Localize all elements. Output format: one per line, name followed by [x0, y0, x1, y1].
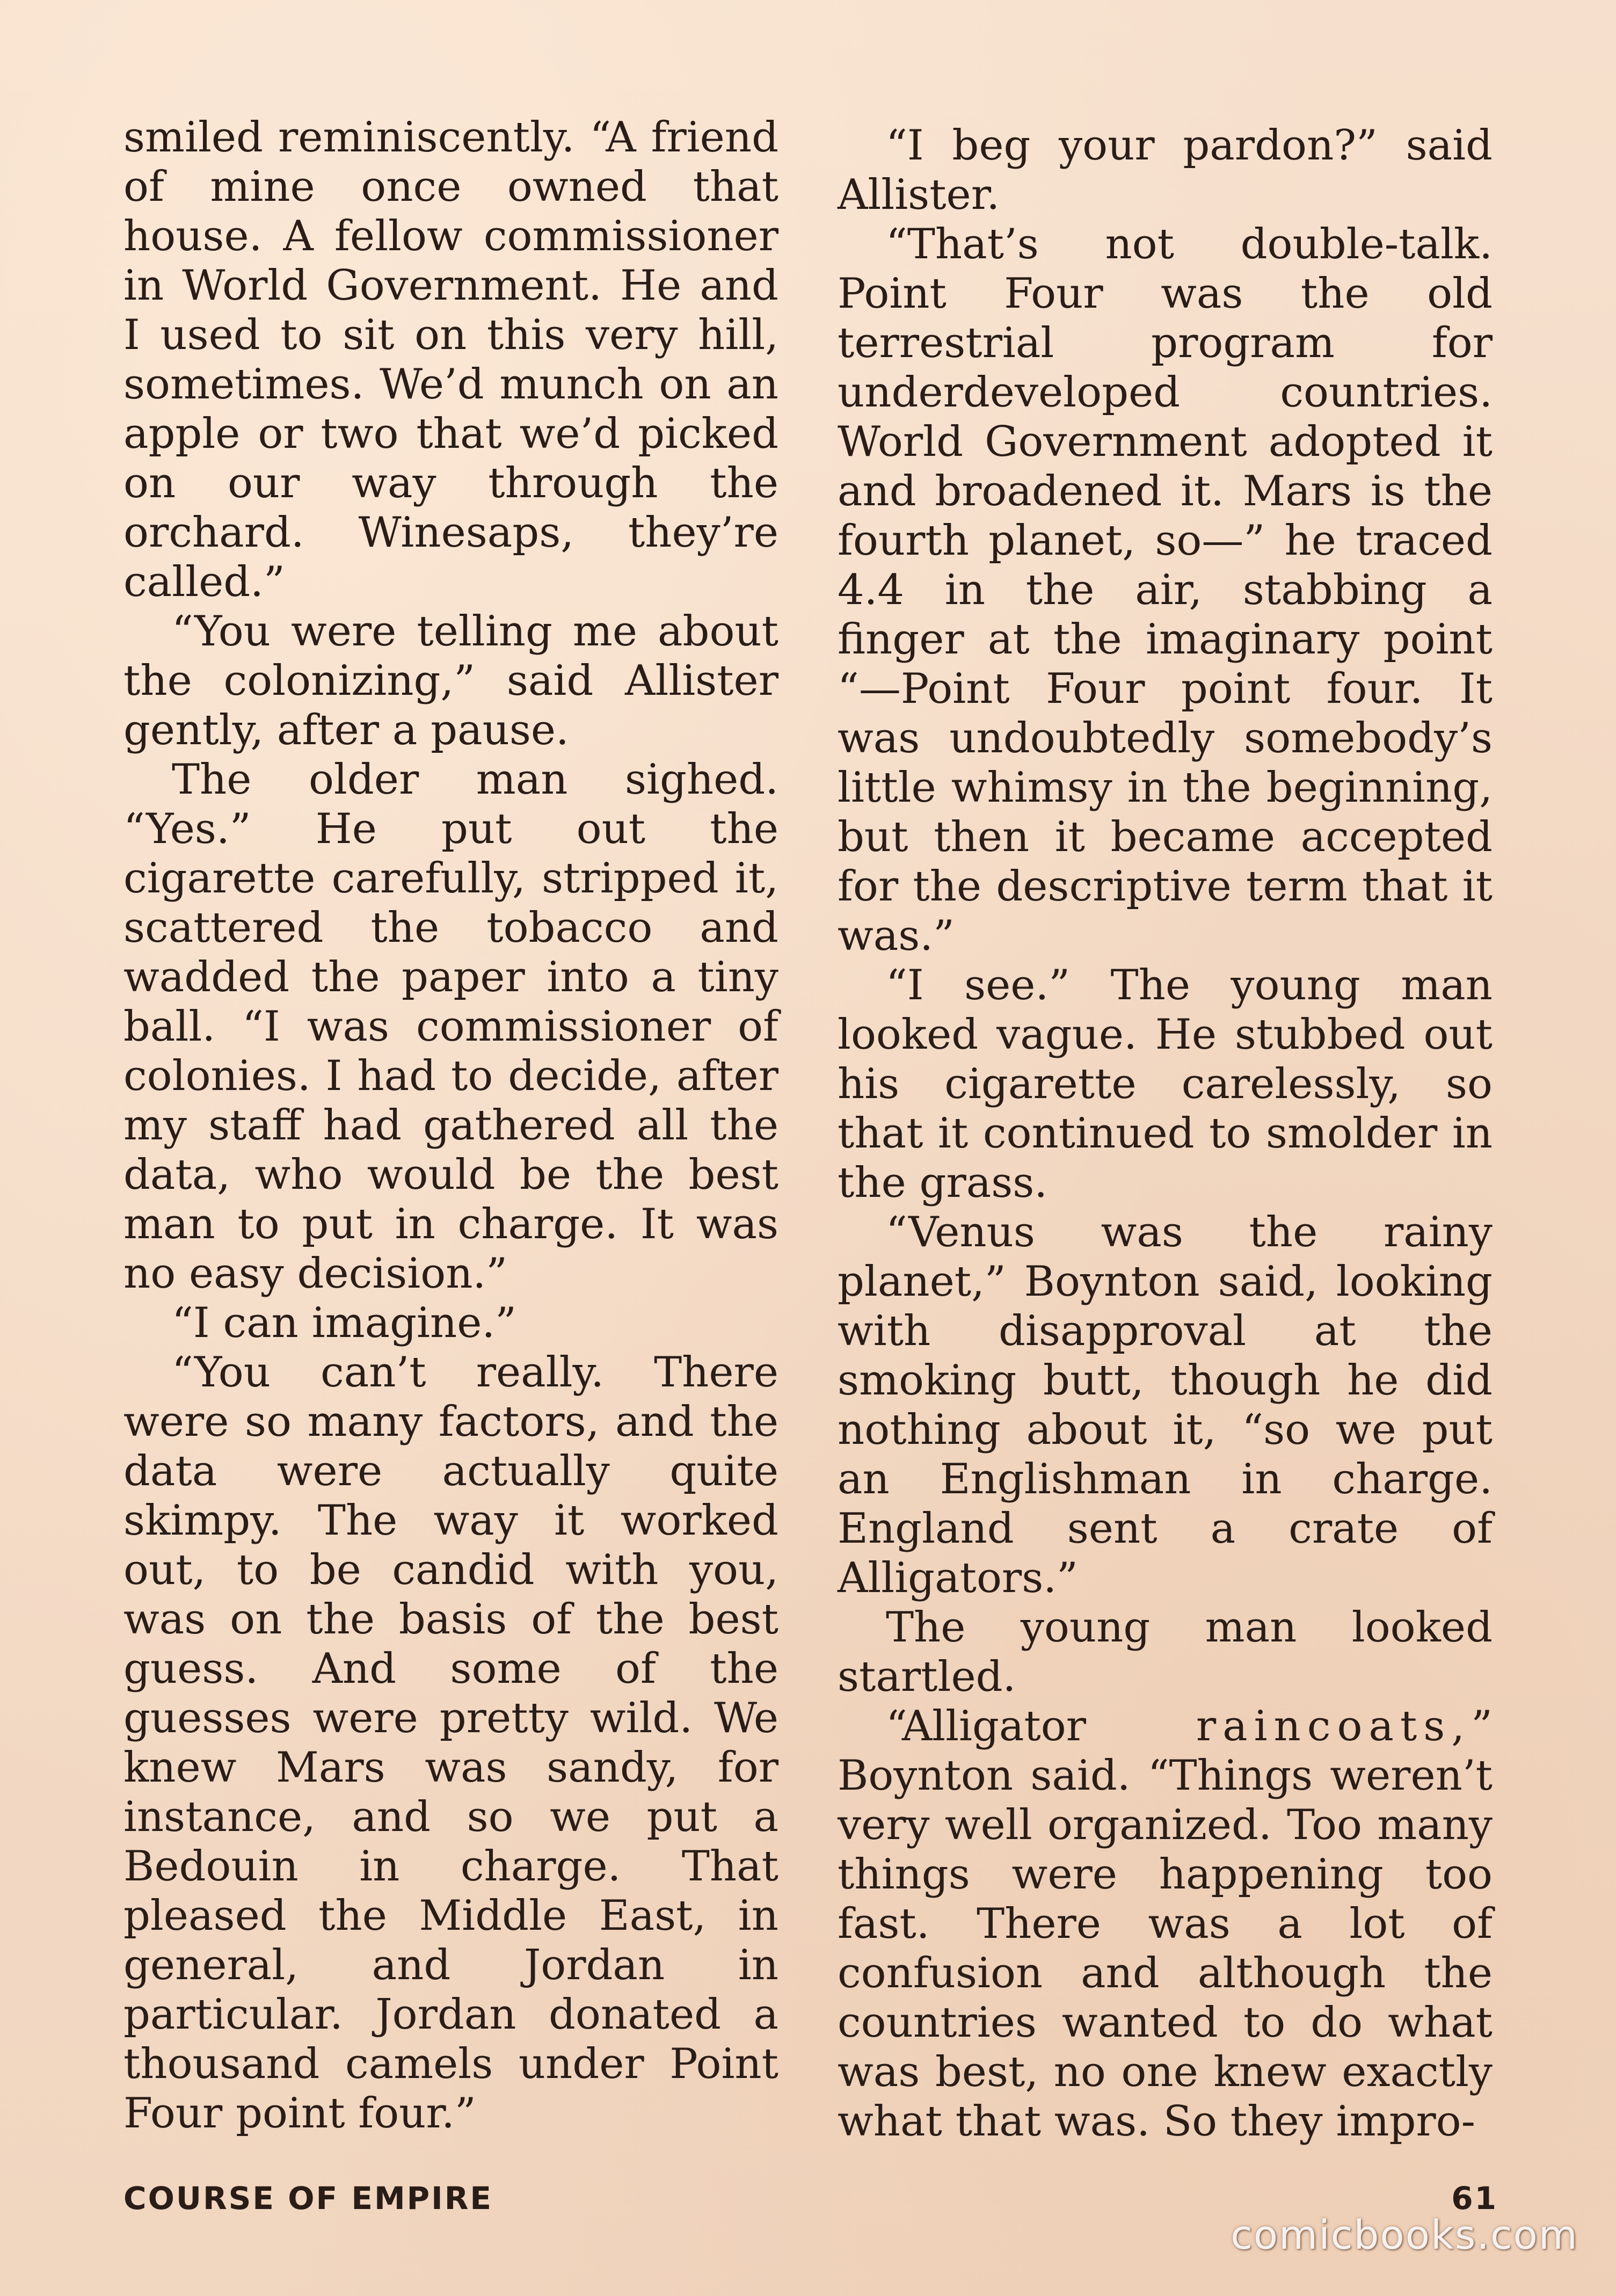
- paragraph-text: “Alligator: [886, 1702, 1196, 1750]
- paragraph: smiled reminiscently. “A friend of mine once owned that house. A fellow commissioner in World Government. He and I used to sit on this very hill, sometimes. We’d munch on an apple or two that we’d picked on our way through the orchard. Winesaps, they’re called.”: [123, 113, 778, 606]
- paragraph: “You were telling me about the colonizing,” said Allister gently, after a pause.: [123, 607, 778, 754]
- left-column: [123, 113, 778, 2138]
- paragraph: “I beg your pardon?” said Allister.: [838, 121, 1493, 219]
- watermark: comicbooks.com: [1231, 2212, 1578, 2258]
- right-column: [838, 121, 1493, 2146]
- running-title: COURSE OF EMPIRE: [123, 2180, 493, 2217]
- paragraph: The older man sighed. “Yes.” He put out the cigarette carefully, stripped it, scattered the tobacco and wadded the paper into a tiny ball. “I was commissioner of colonies. I had to decide, after my staff had gathered all the data, who would be the best man to put in charge. It was no easy decision.”: [123, 755, 778, 1298]
- paragraph: “I can imagine.”: [172, 1299, 517, 1347]
- emphasized-word: raincoats,: [1196, 1702, 1472, 1750]
- paragraph: [838, 1702, 1493, 2146]
- paragraph: “That’s not double-talk. Point Four was the old terrestrial program for underdeveloped countries. World Government adopted it and broadened it. Mars is the fourth planet, so—” he traced 4.4 in the air, stabbing a finger at the imaginary point “—Point Four point four. It was undoubtedly somebody’s little whimsy in the beginning, but then it became accepted for the descriptive term that it was.”: [838, 220, 1493, 960]
- paragraph: The young man looked startled.: [838, 1603, 1493, 1701]
- paragraph: “You can’t really. There were so many factors, and the data were actually quite skimpy. The way it worked out, to be candid with you, was on the basis of the best guess. And some of the guesses were pretty wild. We knew Mars was sandy, for instance, and so we put a Bedouin in charge. That pleased the Middle East, in general, and Jordan in particular. Jordan donated a thousand camels under Point Four point four.”: [123, 1348, 778, 2138]
- page-number: 61: [1451, 2180, 1498, 2217]
- paragraph-text: ” Boynton said. “Things weren’t very well organized. Too many things were happening too fast. There was a lot of confusion and although the countries wanted to do what was best, no one knew exactly what that was. So they impro-: [838, 1702, 1493, 2146]
- paragraph: “Venus was the rainy planet,” Boynton said, looking with disapproval at the smoking butt, though he did nothing about it, “so we put an Englishman in charge. England sent a crate of Alligators.”: [838, 1208, 1493, 1602]
- paragraph: “I see.” The young man looked vague. He stubbed out his cigarette carelessly, so that it continued to smolder in the grass.: [838, 961, 1493, 1207]
